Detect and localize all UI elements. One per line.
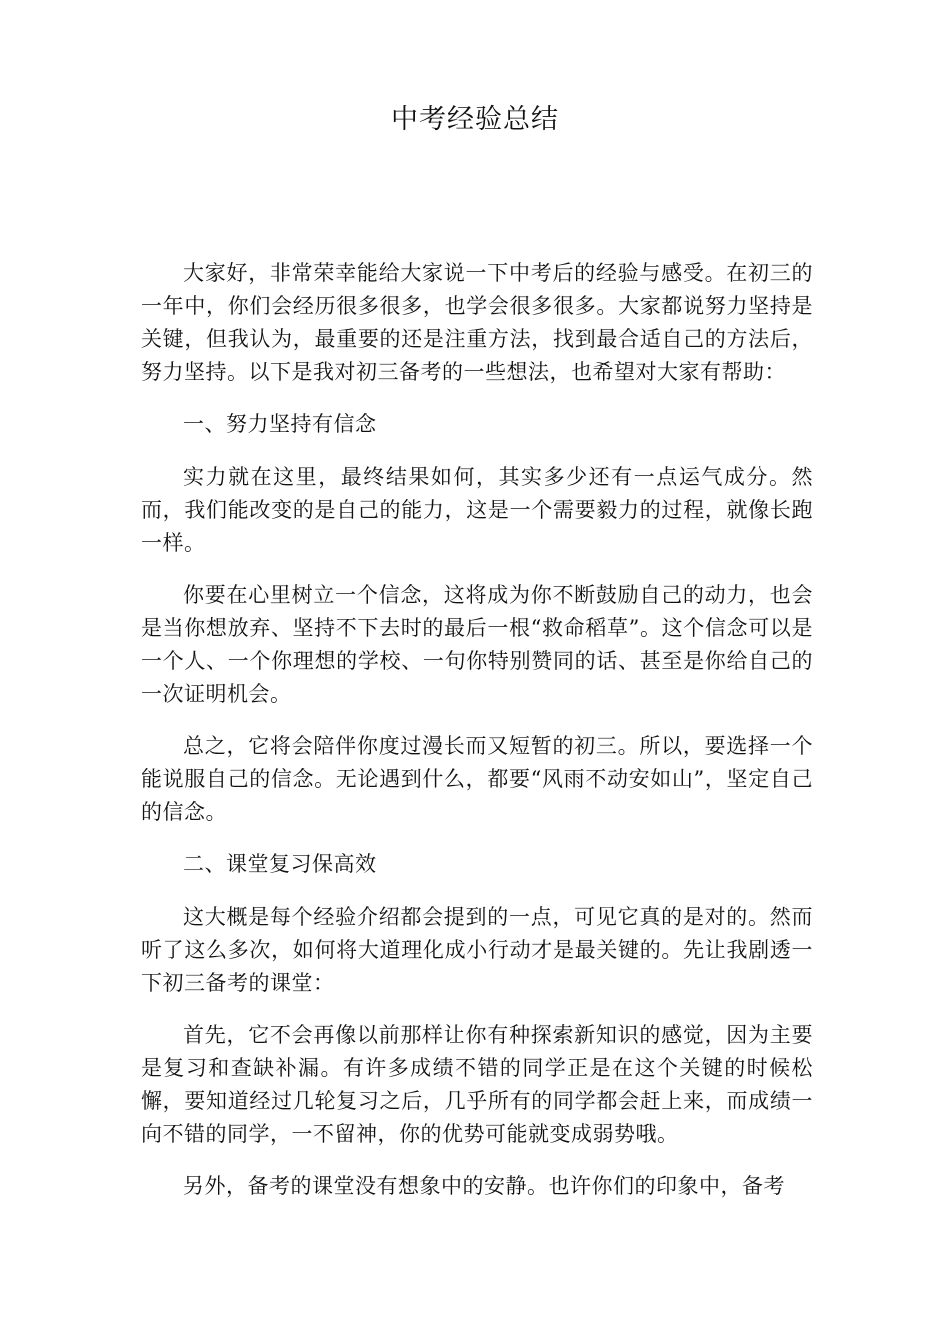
- document-body: [141, 257, 813, 1222]
- intro-paragraph: 大家好，非常荣幸能给大家说一下中考后的经验与感受。在初三的一年中，你们会经历很多很多，也学会很多很多。大家都说努力坚持是关键，但我认为，最重要的还是注重方法，找到最合适自己的方法后，努力坚持。以下是我对初三备考的一些想法，也希望对大家有帮助：: [141, 261, 813, 384]
- section1-paragraph-1: 实力就在这里，最终结果如何，其实多少还有一点运气成分。然而，我们能改变的是自己的能力，这是一个需要毅力的过程，就像长跑一样。: [141, 465, 813, 555]
- section-heading-2: 二、课堂复习保高效: [183, 852, 377, 876]
- section-heading-1: 一、努力坚持有信念: [183, 412, 377, 436]
- section2-paragraph-1: 这大概是每个经验介绍都会提到的一点，可见它真的是对的。然而听了这么多次，如何将大道理化成小行动才是最关键的。先让我剧透一下初三备考的课堂：: [141, 905, 813, 995]
- section1-paragraph-3: 总之，它将会陪伴你度过漫长而又短暂的初三。所以，要选择一个能说服自己的信念。无论遇到什么，都要“风雨不动安如山”，坚定自己的信念。: [141, 734, 813, 824]
- document-title: 中考经验总结: [391, 104, 559, 135]
- section2-paragraph-3: 另外，备考的课堂没有想象中的安静。也许你们的印象中，备考: [183, 1174, 785, 1198]
- section2-paragraph-2: 首先，它不会再像以前那样让你有种探索新知识的感觉，因为主要是复习和查缺补漏。有许多成绩不错的同学正是在这个关键的时候松懈，要知道经过几轮复习之后，几乎所有的同学都会赶上来，而成绩一向不错的同学，一不留神，你的优势可能就变成弱势哦。: [141, 1023, 813, 1146]
- section1-paragraph-2: 你要在心里树立一个信念，这将成为你不断鼓励自己的动力，也会是当你想放弃、坚持不下去时的最后一根“救命稻草”。这个信念可以是一个人、一个你理想的学校、一句你特别赞同的话、甚至是你给自己的一次证明机会。: [141, 583, 813, 706]
